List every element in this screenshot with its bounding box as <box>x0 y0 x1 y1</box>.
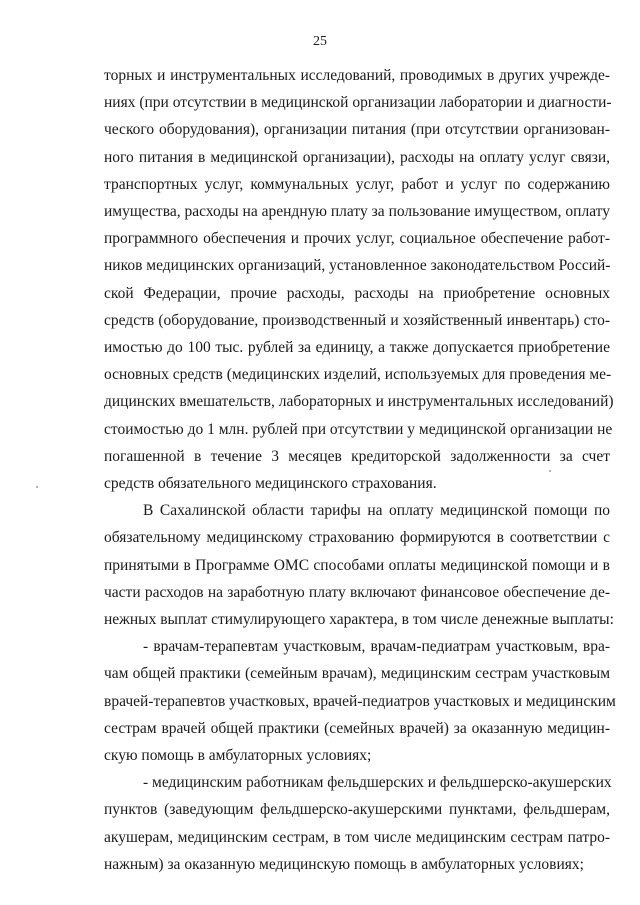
text-line: чам общей практики (семейным врачам), медицинским сестрам участковым <box>104 665 610 683</box>
text-line: транспортных услуг, коммунальных услуг, работ и услуг по содержанию <box>104 175 610 193</box>
text-line: врачей-терапевтов участковых, врачей-педиатров участковых и медицинским <box>104 692 616 710</box>
text-line: ческого оборудования), организации питания (при отсутствии организован- <box>104 121 610 139</box>
text-line: торных и инструментальных исследований, проводимых в других учрежде- <box>104 67 610 84</box>
text-line: В Сахалинской области тарифы на оплату медицинской помощи по <box>143 502 610 520</box>
text-line: принятыми в Программе ОМС способами оплаты медицинской помощи и в <box>104 556 610 574</box>
text-line: сестрам врачей общей практики (семейных врачей) за оказанную медицин- <box>104 719 610 737</box>
text-line: ников медицинских организаций, установленное законодательством Россий- <box>104 257 611 275</box>
text-line: ниях (при отсутствии в медицинской организации лаборатории и диагности- <box>104 94 612 112</box>
text-line: нежных выплат стимулирующего характера, в том числе денежные выплаты: <box>104 611 614 628</box>
text-line: средств обязательного медицинского страхования. <box>104 475 437 492</box>
text-line: обязательному медицинскому страхованию формируются в соответствии с <box>104 529 610 547</box>
text-line: программного обеспечения и прочих услуг, социальное обеспечение работ- <box>104 230 610 248</box>
page-number: 25 <box>313 34 327 49</box>
text-line: имущества, расходы на арендную плату за пользование имуществом, оплату <box>104 203 610 220</box>
text-line: - врачам-терапевтам участковым, врачам-педиатрам участковым, вра- <box>143 638 610 656</box>
scan-speck <box>549 470 551 472</box>
text-line: стоимостью до 1 млн. рублей при отсутствии у медицинской организации не <box>104 420 613 438</box>
text-line: части расходов на заработную плату включают финансовое обеспечение де- <box>104 583 610 601</box>
text-line: скую помощь в амбулаторных условиях; <box>104 747 372 764</box>
text-line: основных средств (медицинских изделий, используемых для проведения ме- <box>104 366 612 384</box>
text-line: имостью до 100 тыс. рублей за единицу, а также допускается приобретение <box>104 339 610 356</box>
text-line: акушерам, медицинским сестрам, в том числе медицинским сестрам патро- <box>104 828 610 846</box>
text-line: - медицинским работникам фельдшерских и фельдшерско-акушерских <box>143 774 612 792</box>
text-line: средств (оборудование, производственный и хозяйственный инвентарь) сто- <box>104 311 610 329</box>
text-line: дицинских вмешательств, лабораторных и инструментальных исследований) <box>104 393 614 411</box>
text-line: ного питания в медицинской организации), расходы на оплату услуг связи, <box>104 148 610 166</box>
text-line: пунктов (заведующим фельдшерско-акушерскими пунктами, фельдшерам, <box>104 801 610 819</box>
text-line: погашенной в течение 3 месяцев кредиторской задолженности за счет <box>104 447 610 465</box>
text-line: ской Федерации, прочие расходы, расходы на приобретение основных <box>104 284 610 302</box>
scan-speck <box>36 486 38 488</box>
text-line: нажным) за оказанную медицинскую помощь в амбулаторных условиях; <box>104 855 584 873</box>
